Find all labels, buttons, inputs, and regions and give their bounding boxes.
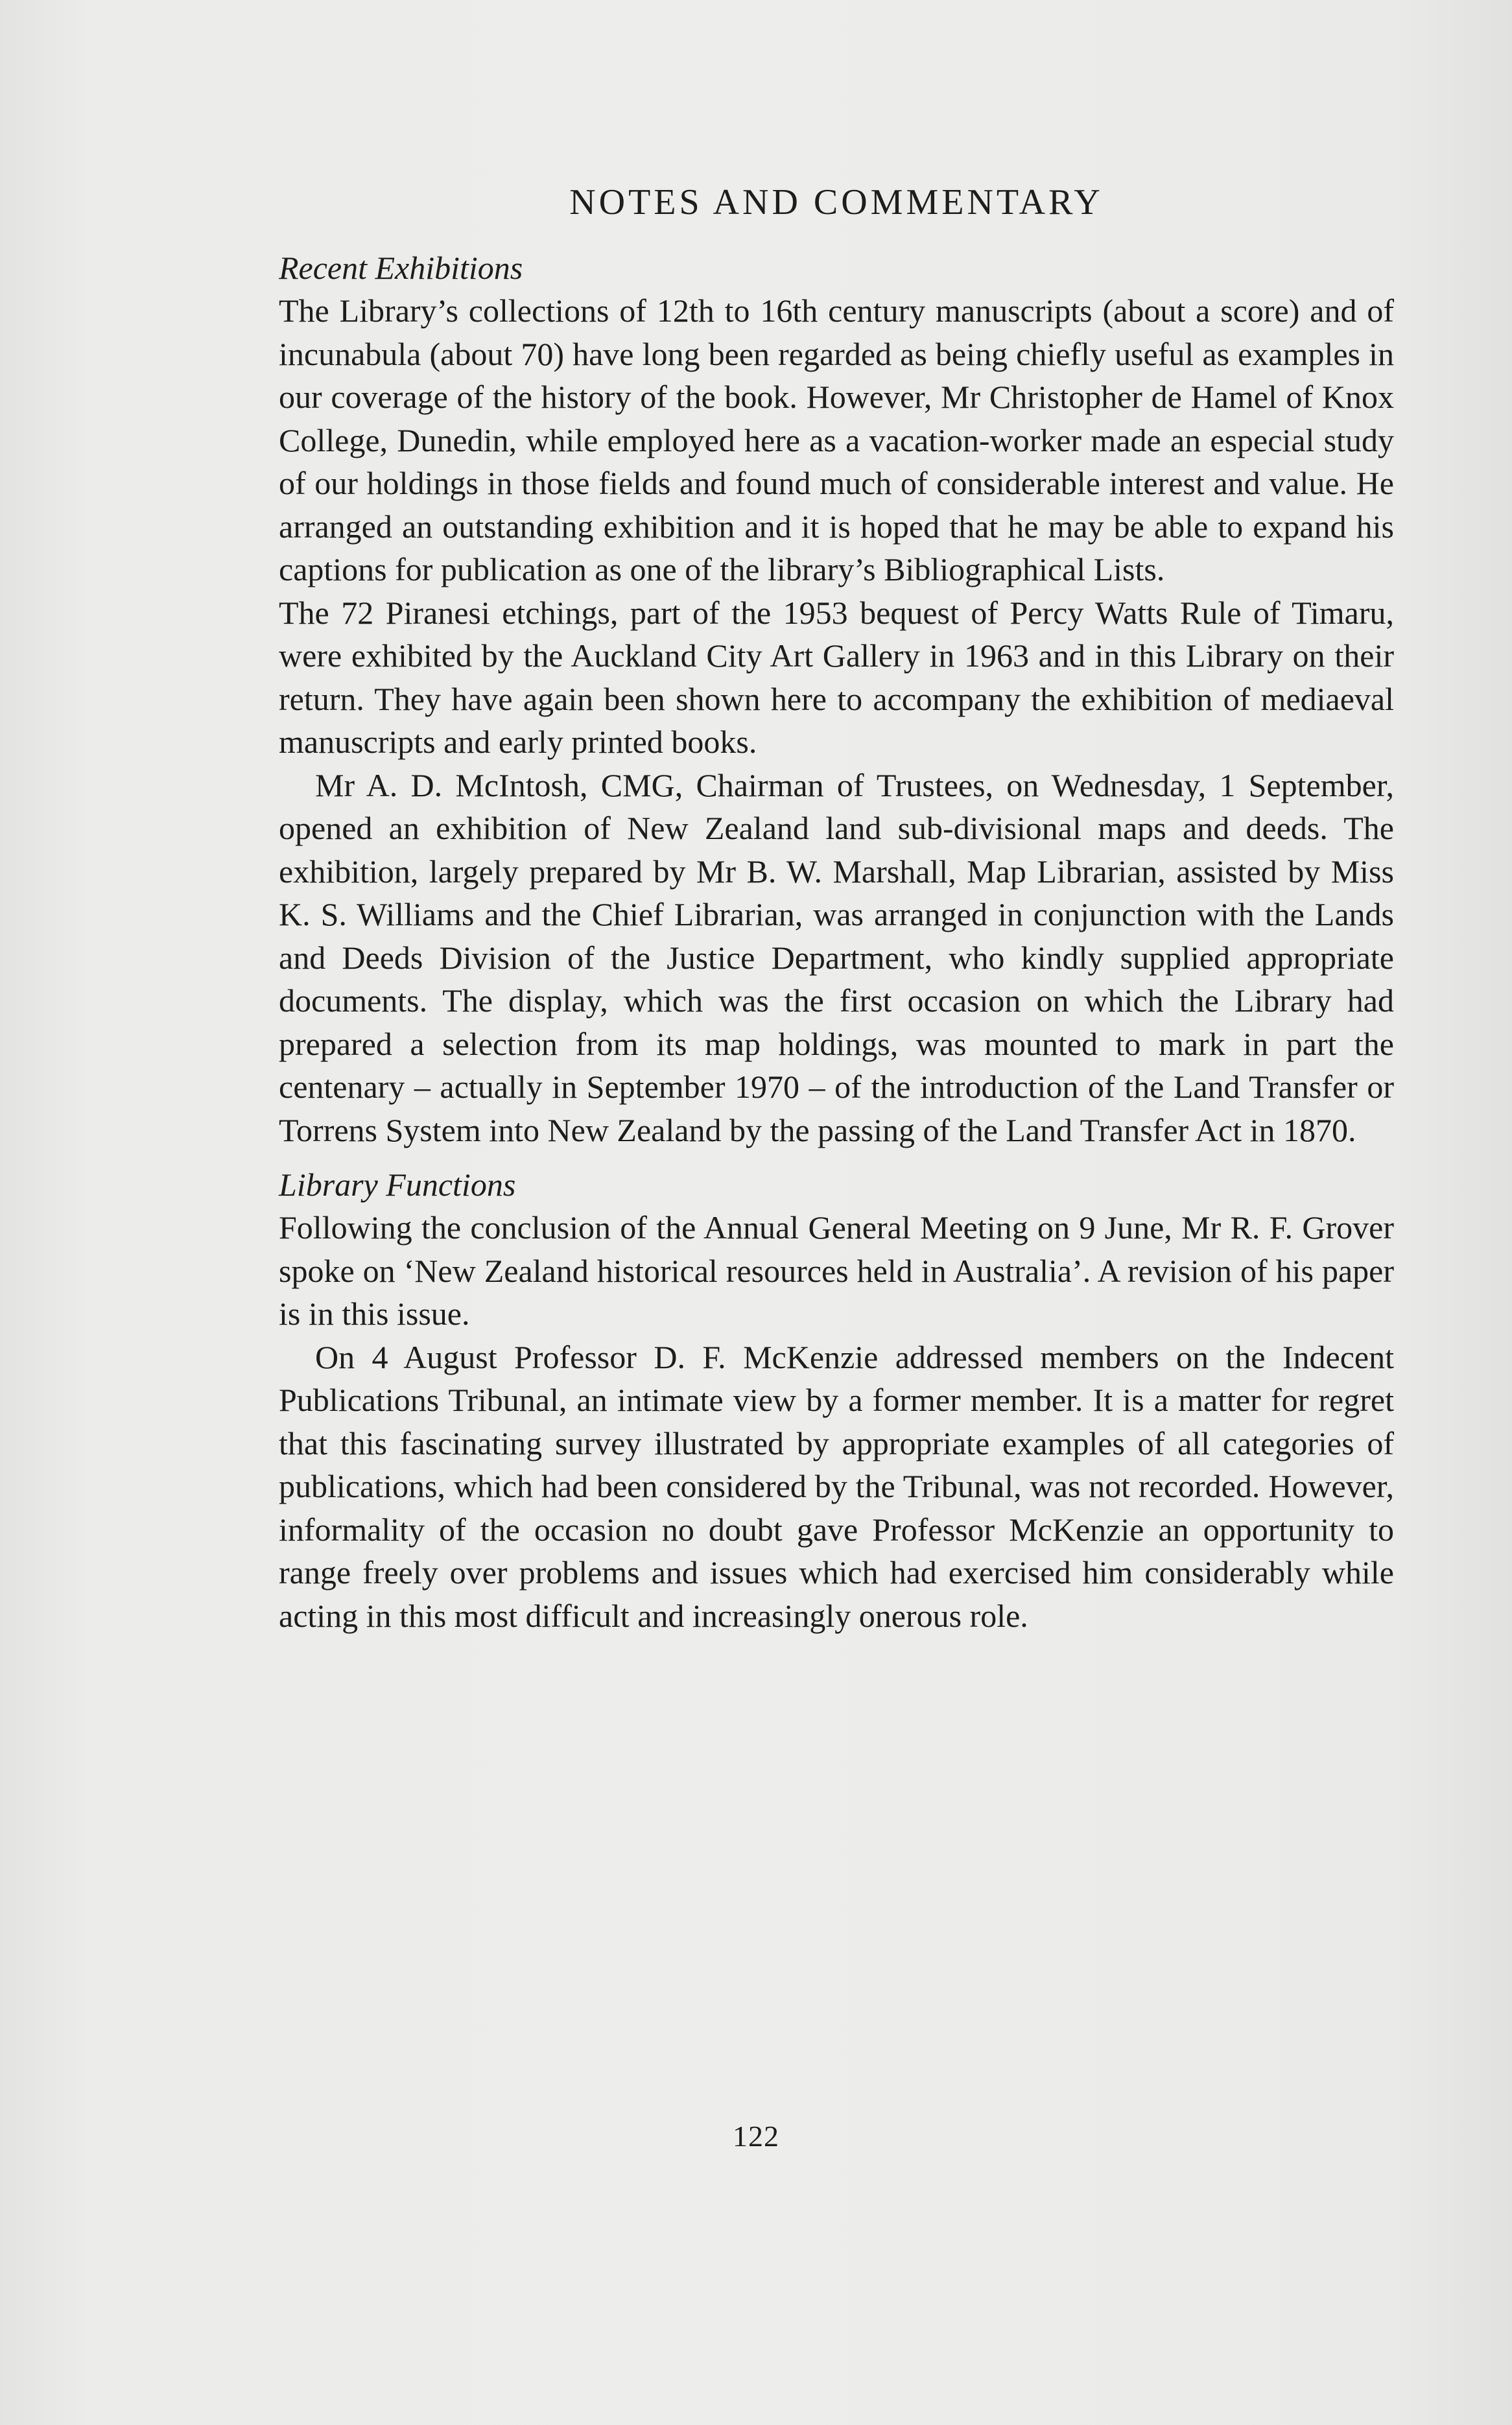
text-block bbox=[279, 176, 1394, 1637]
page-heading: NOTES AND COMMENTARY bbox=[569, 182, 1104, 222]
section-title-library-functions: Library Functions bbox=[279, 1166, 516, 1203]
paragraph-maps-exhibition: Mr A. D. McIntosh, CMG, Chairman of Trustees, on Wednesday, 1 September, opened an exhibition of New Zealand land sub-divisional maps and deeds. The exhibition, largely prepared by Mr B. W. Marshall, Map Librarian, assisted by Miss K. S. Williams and the Chief Librarian, was arranged in conjunction with the Lands and Deeds Division of the Justice Department, who kindly supplied appropriate documents. The display, which was the first occasion on which the Library had prepared a selection from its map holdings, was mounted to mark in part the centenary – actually in September 1970 – of the introduction of the Land Transfer or Torrens System into New Zealand by the passing of the Land Transfer Act in 1870. bbox=[279, 766, 1394, 1148]
section-gap bbox=[279, 1152, 1394, 1163]
section-title-recent-exhibitions: Recent Exhibitions bbox=[279, 250, 523, 286]
paragraph-manuscripts: The Library’s collections of 12th to 16th century manuscripts (about a score) and of incunabula (about 70) have long been regarded as being chiefly useful as examples in our coverage of the history of the book. However, Mr Christopher de Hamel of Knox College, Dunedin, while employed here as a vacation-worker made an especial study of our holdings in those fields and found much of considerable interest and value. He arranged an outstanding exhibition and it is hoped that he may be able to expand his captions for publication as one of the library’s Bibliographical Lists. bbox=[279, 292, 1394, 587]
page-number: 122 bbox=[733, 2120, 779, 2153]
paragraph-piranesi: The 72 Piranesi etchings, part of the 1953 bequest of Percy Watts Rule of Timaru, were exhibited by the Auckland City Art Gallery in 1963 and in this Library on their return. They have again been shown here to accompany the exhibition of mediaeval manuscripts and early printed books. bbox=[279, 594, 1394, 760]
paragraph-agm: Following the conclusion of the Annual General Meeting on 9 June, Mr R. F. Grover spoke on ‘New Zealand historical resources held in Australia’. A revision of his paper is in this issue. bbox=[279, 1209, 1394, 1332]
paragraph-mckenzie: On 4 August Professor D. F. McKenzie addressed members on the Indecent Publications Tribunal, an intimate view by a former member. It is a matter for regret that this fascinating survey illustrated by appropriate examples of all categories of publications, which had been considered by the Tribunal, was not recorded. However, informality of the occasion no doubt gave Professor McKenzie an opportunity to range freely over problems and issues which had exercised him considerably while acting in this most difficult and increasingly onerous role. bbox=[279, 1338, 1394, 1634]
